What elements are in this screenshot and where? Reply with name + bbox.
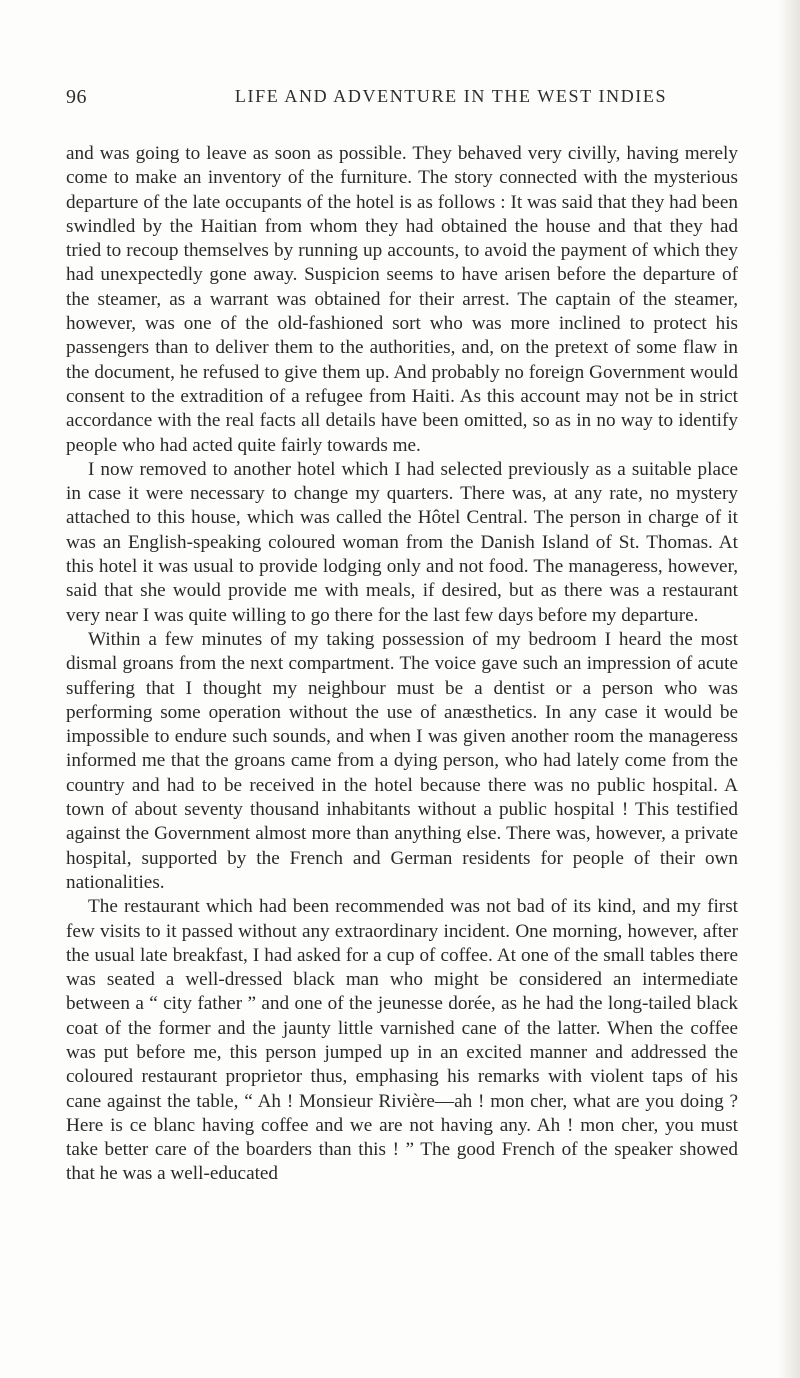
paragraph-3: Within a few minutes of my taking possession of my bedroom I heard the most dismal groans from the next compartment. The voice gave such an impression of acute suffering that I thought my neighbour must be a dentist or a person who was performing some operation without the use of anæsthetics. In any case it would be impossible to endure such sounds, and when I was given another room the manageress informed me that the groans came from a dying person, who had lately come from the country and had to be received in the hotel because there was no public hospital. A town of about seventy thousand inhabitants without a public hospital ! This testified against the Government almost more than anything else. There was, however, a private hospital, supported by the French and German residents for people of their own nationalities. <box>66 628 738 893</box>
body-text <box>66 142 738 1187</box>
running-title: LIFE AND ADVENTURE IN THE WEST INDIES <box>234 86 668 106</box>
page-number: 96 <box>66 86 87 108</box>
page-edge-shadow <box>778 0 800 1378</box>
paragraph-4: The restaurant which had been recommended was not bad of its kind, and my first few visits to it passed without any extraordinary incident. One morning, however, after the usual late breakfast, I had asked for a cup of coffee. At one of the small tables there was seated a well-dressed black man who might be considered an intermediate between a “ city father ” and one of the jeunesse dorée, as he had the long-tailed black coat of the former and the jaunty little varnished cane of the latter. When the coffee was put before me, this person jumped up in an excited manner and addressed the coloured restaurant proprietor thus, emphasing his remarks with violent taps of his cane against the table, “ Ah ! Monsieur Rivière—ah ! mon cher, what are you doing ? Here is ce blanc having coffee and we are not having any. Ah ! mon cher, you must take better care of the boarders than this ! ” The good French of the speaker showed that he was a well-educated <box>66 896 738 1185</box>
paragraph-1: and was going to leave as soon as possible. They behaved very civilly, having merely come to make an inventory of the furniture. The story connected with the mysterious departure of the late occupants of the hotel is as follows : It was said that they had been swindled by the Haitian from whom they had obtained the house and that they had tried to recoup themselves by running up accounts, to avoid the payment of which they had unexpectedly gone away. Suspicion seems to have arisen before the departure of the steamer, as a warrant was obtained for their arrest. The captain of the steamer, however, was one of the old-fashioned sort who was more inclined to protect his passengers than to deliver them to the authorities, and, on the pretext of some flaw in the document, he refused to give them up. And probably no foreign Government would consent to the extradition of a refugee from Haiti. As this account may not be in strict accordance with the real facts all details have been omitted, so as in no way to identify people who had acted quite fairly towards me. <box>66 143 738 456</box>
paragraph-2: I now removed to another hotel which I had selected previously as a suitable place in case it were necessary to change my quarters. There was, at any rate, no mystery attached to this house, which was called the Hôtel Central. The person in charge of it was an English-speaking coloured woman from the Danish Island of St. Thomas. At this hotel it was usual to provide lodging only and not food. The manageress, however, said that she would provide me with meals, if desired, but as there was a restaurant very near I was quite willing to go there for the last few days before my departure. <box>66 458 738 626</box>
running-head <box>66 86 738 112</box>
